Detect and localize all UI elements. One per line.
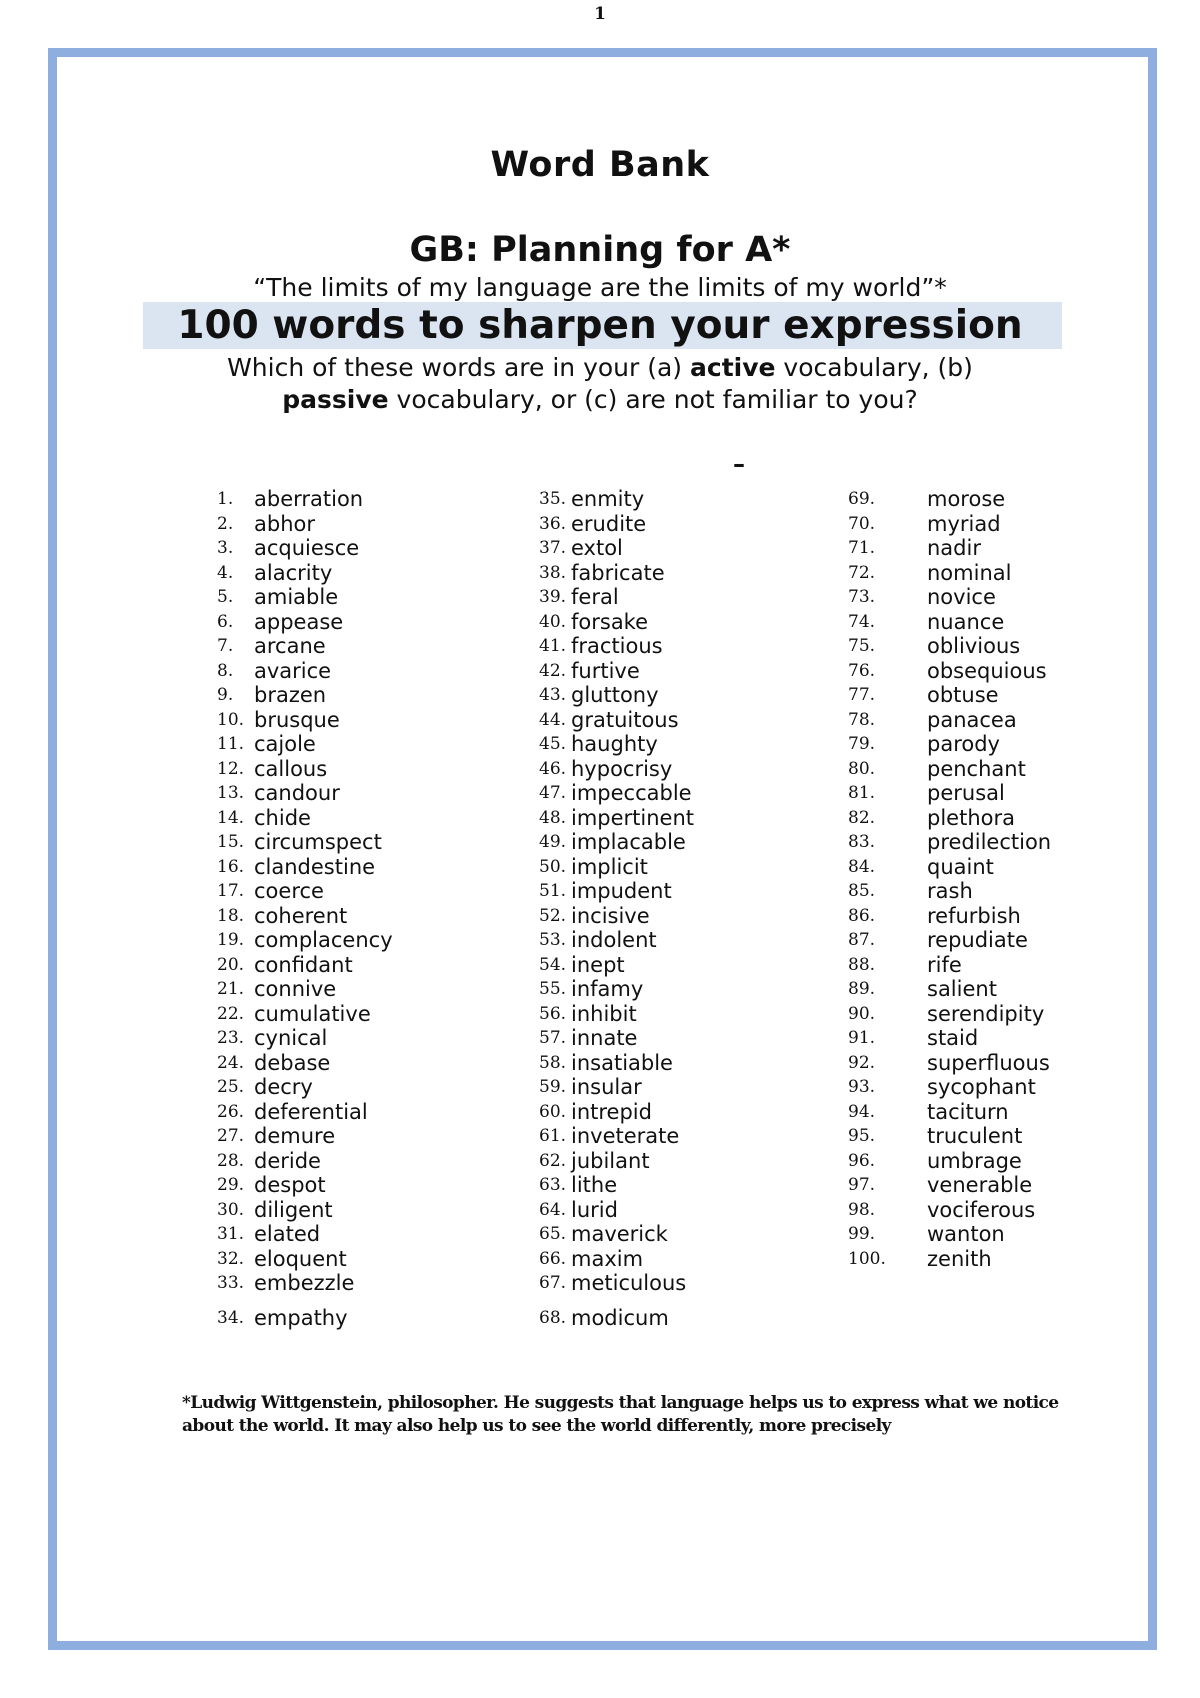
word-text: fabricate: [571, 560, 665, 585]
word-number: 100.: [848, 1248, 886, 1269]
word-number: 58.: [539, 1052, 567, 1073]
question-part-3: vocabulary, or (c) are not familiar to you?: [388, 385, 918, 414]
word-number: 89.: [848, 979, 876, 999]
word-text: demure: [254, 1124, 336, 1148]
wittgenstein-quote: “The limits of my language are the limits of my world”*: [253, 273, 947, 302]
word-number: 16.: [217, 856, 245, 877]
word-text: innate: [571, 1026, 638, 1050]
word-number: 19.: [217, 930, 245, 950]
separator-dash: –: [733, 450, 745, 478]
word-number: 67.: [539, 1273, 567, 1293]
word-text: aberration: [254, 487, 364, 511]
word-number: 30.: [217, 1199, 245, 1220]
word-number: 40.: [539, 611, 567, 632]
word-text: incisive: [571, 903, 650, 928]
word-text: maxim: [571, 1246, 644, 1271]
word-number: 35.: [539, 489, 567, 509]
word-number: 46.: [539, 758, 567, 779]
headline: 100 words to sharpen your expression: [177, 303, 1023, 348]
word-number: 29.: [217, 1175, 245, 1195]
word-text: nadir: [927, 536, 981, 560]
word-text: chide: [254, 805, 311, 830]
word-text: appease: [254, 609, 344, 634]
word-number: 65.: [539, 1224, 567, 1244]
word-text: infamy: [571, 977, 644, 1001]
word-text: myriad: [927, 511, 1001, 536]
word-number: 72.: [848, 562, 876, 583]
word-text: perusal: [927, 781, 1005, 805]
word-number: 50.: [539, 856, 567, 877]
question-active-keyword: active: [690, 353, 776, 382]
word-number: 28.: [217, 1150, 245, 1171]
word-number: 5.: [217, 587, 234, 607]
word-text: coherent: [254, 903, 348, 928]
word-text: inept: [571, 952, 625, 977]
word-number: 76.: [848, 660, 876, 681]
word-text: coerce: [254, 879, 324, 903]
word-text: candour: [254, 781, 340, 805]
word-number: 51.: [539, 881, 567, 901]
question-part-1: Which of these words are in your (a): [227, 353, 691, 382]
word-number: 62.: [539, 1150, 567, 1171]
word-number: 13.: [217, 783, 245, 803]
word-text: quaint: [927, 854, 994, 879]
word-text: embezzle: [254, 1271, 355, 1295]
word-text: avarice: [254, 658, 332, 683]
word-number: 53.: [539, 930, 567, 950]
word-number: 82.: [848, 807, 876, 828]
word-text: alacrity: [254, 560, 333, 585]
word-number: 73.: [848, 587, 876, 607]
word-number: 27.: [217, 1126, 245, 1146]
word-text: lithe: [571, 1173, 618, 1197]
word-number: 60.: [539, 1101, 567, 1122]
word-text: feral: [571, 585, 619, 609]
word-text: staid: [927, 1026, 979, 1050]
word-number: 32.: [217, 1248, 245, 1269]
word-number: 36.: [539, 513, 567, 534]
word-text: implacable: [571, 830, 686, 854]
word-text: panacea: [927, 707, 1017, 732]
word-text: jubilant: [571, 1148, 650, 1173]
word-text: fractious: [571, 634, 663, 658]
word-text: haughty: [571, 732, 658, 756]
word-text: superfluous: [927, 1050, 1050, 1075]
word-number: 57.: [539, 1028, 567, 1048]
word-number: 74.: [848, 611, 876, 632]
word-number: 81.: [848, 783, 876, 803]
word-text: impertinent: [571, 805, 695, 830]
word-text: extol: [571, 536, 623, 560]
word-text: parody: [927, 732, 1000, 756]
word-number: 1.: [217, 489, 234, 509]
word-number: 52.: [539, 905, 567, 926]
question-passive-keyword: passive: [282, 385, 389, 414]
word-text: meticulous: [571, 1271, 687, 1295]
word-text: obsequious: [927, 658, 1047, 683]
word-number: 39.: [539, 587, 567, 607]
word-text: novice: [927, 585, 996, 609]
question-part-2: vocabulary, (b): [775, 353, 973, 382]
word-number: 31.: [217, 1224, 245, 1244]
word-number: 55.: [539, 979, 567, 999]
word-text: enmity: [571, 487, 645, 511]
word-number: 42.: [539, 660, 567, 681]
word-number: 6.: [217, 611, 234, 632]
word-number: 10.: [217, 709, 245, 730]
word-number: 41.: [539, 636, 567, 656]
word-number: 37.: [539, 538, 567, 558]
word-number: 63.: [539, 1175, 567, 1195]
word-number: 54.: [539, 954, 567, 975]
word-number: 99.: [848, 1224, 876, 1244]
word-text: vociferous: [927, 1197, 1036, 1222]
word-text: penchant: [927, 756, 1026, 781]
word-text: complacency: [254, 928, 393, 952]
word-number: 9.: [217, 685, 234, 705]
word-number: 92.: [848, 1052, 876, 1073]
word-number: 98.: [848, 1199, 876, 1220]
word-number: 90.: [848, 1003, 876, 1024]
word-text: connive: [254, 977, 337, 1001]
word-number: 86.: [848, 905, 876, 926]
word-text: repudiate: [927, 928, 1028, 952]
word-number: 93.: [848, 1077, 876, 1097]
word-number: 11.: [217, 734, 245, 754]
word-number: 14.: [217, 807, 245, 828]
word-number: 38.: [539, 562, 567, 583]
word-text: elated: [254, 1222, 321, 1246]
word-number: 7.: [217, 636, 234, 656]
word-number: 20.: [217, 954, 245, 975]
word-text: umbrage: [927, 1148, 1022, 1173]
word-number: 43.: [539, 685, 567, 705]
word-number: 15.: [217, 832, 245, 852]
word-text: cumulative: [254, 1001, 371, 1026]
word-number: 24.: [217, 1052, 245, 1073]
word-number: 83.: [848, 832, 876, 852]
word-number: 97.: [848, 1175, 876, 1195]
word-text: circumspect: [254, 830, 382, 854]
word-number: 77.: [848, 685, 876, 705]
document-subtitle: GB: Planning for A*: [409, 230, 791, 270]
word-text: arcane: [254, 634, 326, 658]
word-text: acquiesce: [254, 536, 360, 560]
word-number: 91.: [848, 1028, 876, 1048]
word-number: 45.: [539, 734, 567, 754]
word-text: intrepid: [571, 1099, 652, 1124]
word-text: wanton: [927, 1222, 1005, 1246]
word-text: empathy: [254, 1306, 348, 1330]
word-number: 85.: [848, 881, 876, 901]
word-text: refurbish: [927, 903, 1021, 928]
word-text: abhor: [254, 511, 315, 536]
word-number: 4.: [217, 562, 234, 583]
word-text: venerable: [927, 1173, 1033, 1197]
word-number: 78.: [848, 709, 876, 730]
word-text: morose: [927, 487, 1006, 511]
word-text: erudite: [571, 511, 647, 536]
word-text: gluttony: [571, 683, 659, 707]
word-text: sycophant: [927, 1075, 1036, 1099]
word-number: 70.: [848, 513, 876, 534]
word-text: insular: [571, 1075, 642, 1099]
word-text: clandestine: [254, 854, 376, 879]
word-text: confidant: [254, 952, 353, 977]
word-number: 69.: [848, 489, 876, 509]
word-text: inhibit: [571, 1001, 637, 1026]
word-text: maverick: [571, 1222, 668, 1246]
word-text: rife: [927, 952, 962, 977]
word-text: diligent: [254, 1197, 333, 1222]
word-text: impeccable: [571, 781, 692, 805]
word-number: 68.: [539, 1308, 567, 1328]
word-text: cynical: [254, 1026, 328, 1050]
word-number: 96.: [848, 1150, 876, 1171]
word-text: forsake: [571, 609, 649, 634]
word-text: amiable: [254, 585, 339, 609]
word-number: 12.: [217, 758, 245, 779]
word-text: lurid: [571, 1197, 618, 1222]
word-text: decry: [254, 1075, 313, 1099]
word-number: 47.: [539, 783, 567, 803]
word-text: serendipity: [927, 1001, 1045, 1026]
word-text: predilection: [927, 830, 1052, 854]
word-number: 18.: [217, 905, 245, 926]
word-text: impudent: [571, 879, 672, 903]
document-title: Word Bank: [490, 145, 710, 185]
word-number: 22.: [217, 1003, 245, 1024]
word-number: 61.: [539, 1126, 567, 1146]
word-text: oblivious: [927, 634, 1021, 658]
word-text: deferential: [254, 1099, 368, 1124]
word-number: 75.: [848, 636, 876, 656]
word-text: deride: [254, 1148, 321, 1173]
word-text: modicum: [571, 1306, 669, 1330]
word-number: 71.: [848, 538, 876, 558]
word-number: 8.: [217, 660, 234, 681]
word-number: 23.: [217, 1028, 245, 1048]
word-number: 48.: [539, 807, 567, 828]
word-number: 49.: [539, 832, 567, 852]
word-number: 21.: [217, 979, 245, 999]
word-number: 26.: [217, 1101, 245, 1122]
word-text: callous: [254, 756, 328, 781]
word-text: nuance: [927, 609, 1005, 634]
word-number: 25.: [217, 1077, 245, 1097]
word-text: brazen: [254, 683, 327, 707]
word-number: 44.: [539, 709, 567, 730]
word-text: inveterate: [571, 1124, 680, 1148]
instruction-question: [0, 352, 1200, 416]
word-number: 64.: [539, 1199, 567, 1220]
word-number: 79.: [848, 734, 876, 754]
word-text: implicit: [571, 854, 648, 879]
word-number: 88.: [848, 954, 876, 975]
word-text: insatiable: [571, 1050, 673, 1075]
word-number: 2.: [217, 513, 234, 534]
word-number: 3.: [217, 538, 234, 558]
word-text: debase: [254, 1050, 331, 1075]
word-number: 59.: [539, 1077, 567, 1097]
word-text: brusque: [254, 707, 340, 732]
word-number: 84.: [848, 856, 876, 877]
word-number: 17.: [217, 881, 245, 901]
word-text: despot: [254, 1173, 326, 1197]
word-number: 94.: [848, 1101, 876, 1122]
word-number: 87.: [848, 930, 876, 950]
word-number: 33.: [217, 1273, 245, 1293]
word-number: 95.: [848, 1126, 876, 1146]
word-text: gratuitous: [571, 707, 679, 732]
word-text: rash: [927, 879, 973, 903]
word-text: eloquent: [254, 1246, 347, 1271]
word-text: hypocrisy: [571, 756, 673, 781]
word-text: plethora: [927, 805, 1015, 830]
word-text: cajole: [254, 732, 316, 756]
page-number: 1: [594, 4, 606, 24]
word-number: 66.: [539, 1248, 567, 1269]
word-text: truculent: [927, 1124, 1023, 1148]
word-text: taciturn: [927, 1099, 1009, 1124]
word-text: nominal: [927, 560, 1012, 585]
word-number: 56.: [539, 1003, 567, 1024]
footnote: *Ludwig Wittgenstein, philosopher. He suggests that language helps us to express what we notice about the world. It may also help us to see the world differently, more precisely: [182, 1393, 1059, 1436]
word-text: zenith: [927, 1246, 992, 1271]
word-number: 34.: [217, 1308, 245, 1328]
word-text: indolent: [571, 928, 657, 952]
word-text: obtuse: [927, 683, 999, 707]
word-text: salient: [927, 977, 997, 1001]
word-text: furtive: [571, 658, 640, 683]
word-number: 80.: [848, 758, 876, 779]
